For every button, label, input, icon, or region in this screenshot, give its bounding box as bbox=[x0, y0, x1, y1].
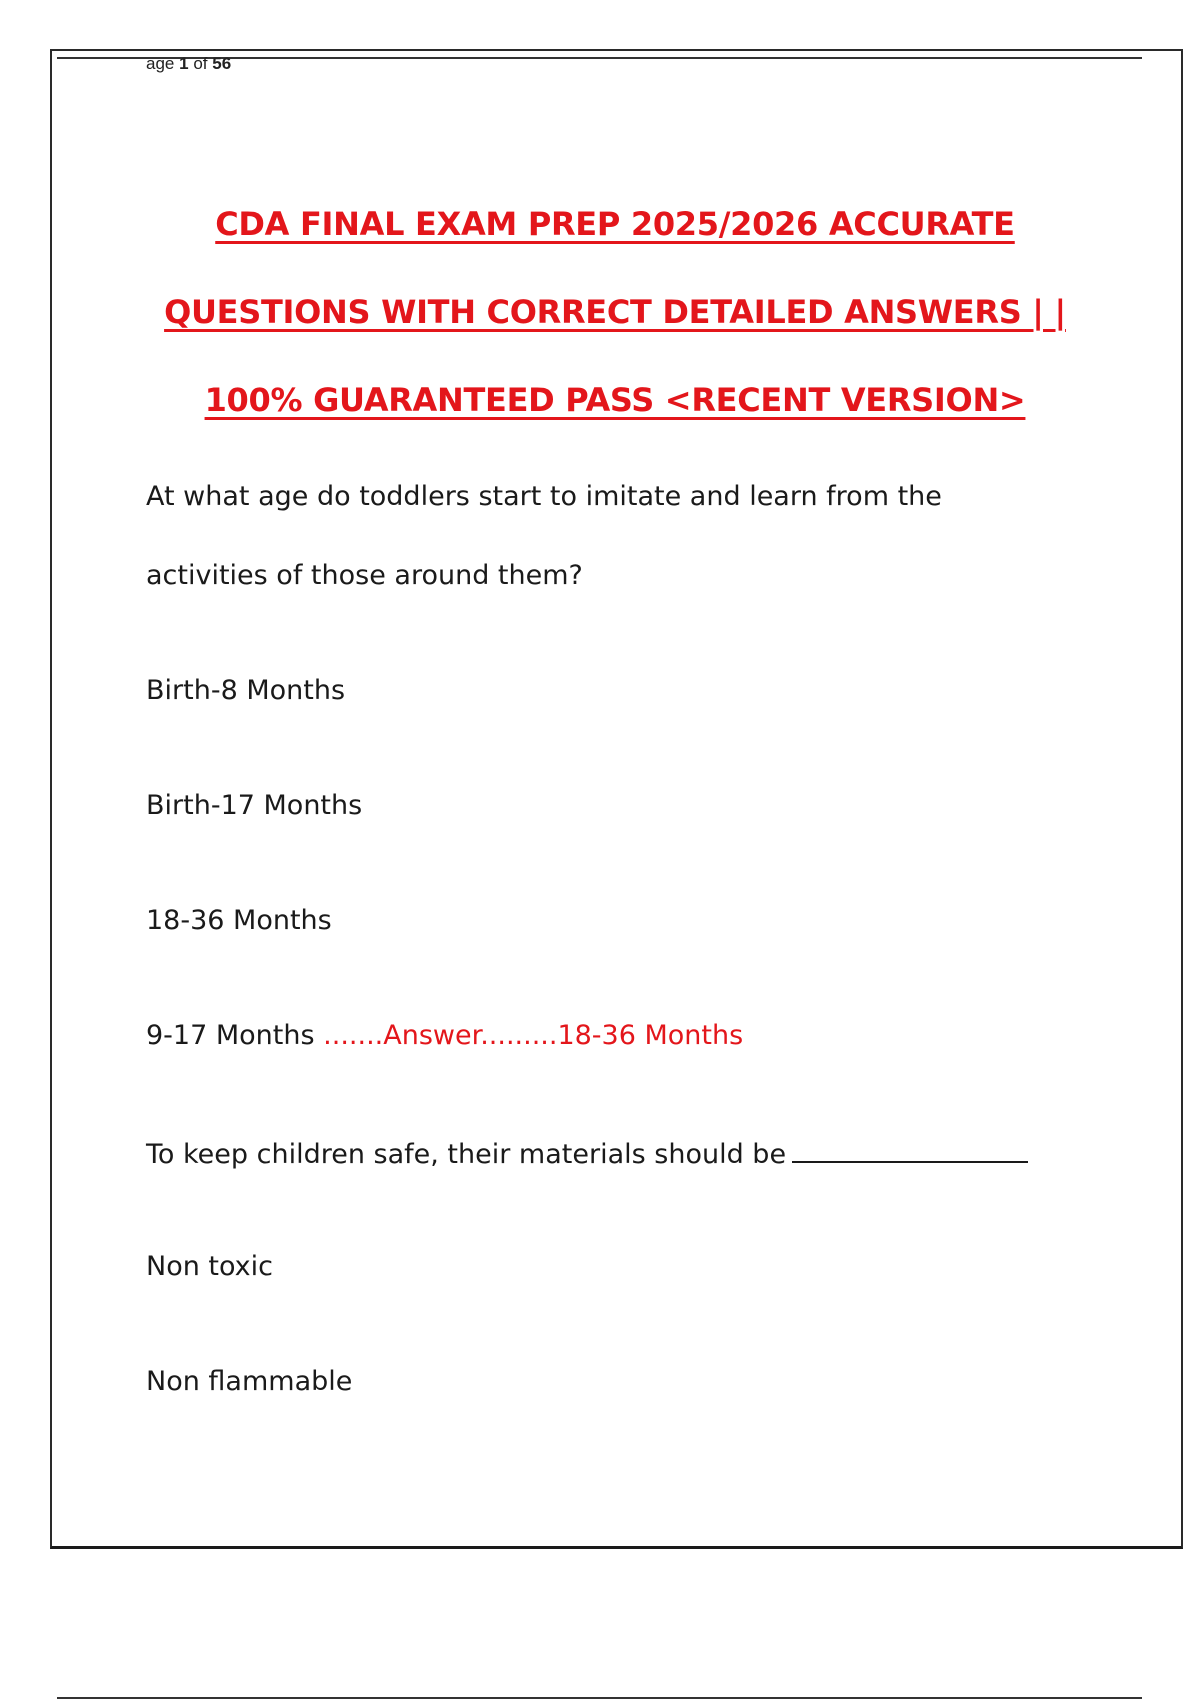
question-2-text: To keep children safe, their materials should be bbox=[146, 1139, 787, 1170]
question-1-line-2: activities of those around them? bbox=[146, 560, 583, 591]
page-current: 1 bbox=[179, 54, 189, 73]
question-1-option-4-row bbox=[146, 1019, 743, 1053]
title-line-3: 100% GUARANTEED PASS <RECENT VERSION> bbox=[204, 381, 1026, 419]
page-total: 56 bbox=[212, 54, 232, 73]
question-1-line-1: At what age do toddlers start to imitate and learn from the bbox=[146, 481, 942, 512]
title-line-1: CDA FINAL EXAM PREP 2025/2026 ACCURATE bbox=[215, 205, 1015, 243]
question-1-answer: .......Answer.........18-36 Months bbox=[323, 1020, 744, 1051]
question-2-row bbox=[146, 1135, 1028, 1172]
page-number bbox=[146, 54, 231, 74]
question-1-option-1: Birth-8 Months bbox=[146, 675, 346, 706]
question-2-option-1: Non toxic bbox=[146, 1251, 274, 1282]
footer-rule bbox=[57, 1697, 1142, 1699]
title-line-2: QUESTIONS WITH CORRECT DETAILED ANSWERS | | bbox=[164, 293, 1066, 331]
page-of: of bbox=[193, 54, 208, 73]
document-title bbox=[60, 180, 1170, 444]
question-1-option-4: 9-17 Months bbox=[146, 1020, 315, 1051]
question-2-option-2: Non flammable bbox=[146, 1366, 353, 1397]
question-1-option-2: Birth-17 Months bbox=[146, 790, 363, 821]
page-prefix: age bbox=[146, 54, 175, 73]
question-1-option-3: 18-36 Months bbox=[146, 905, 332, 936]
answer-blank bbox=[792, 1135, 1028, 1163]
